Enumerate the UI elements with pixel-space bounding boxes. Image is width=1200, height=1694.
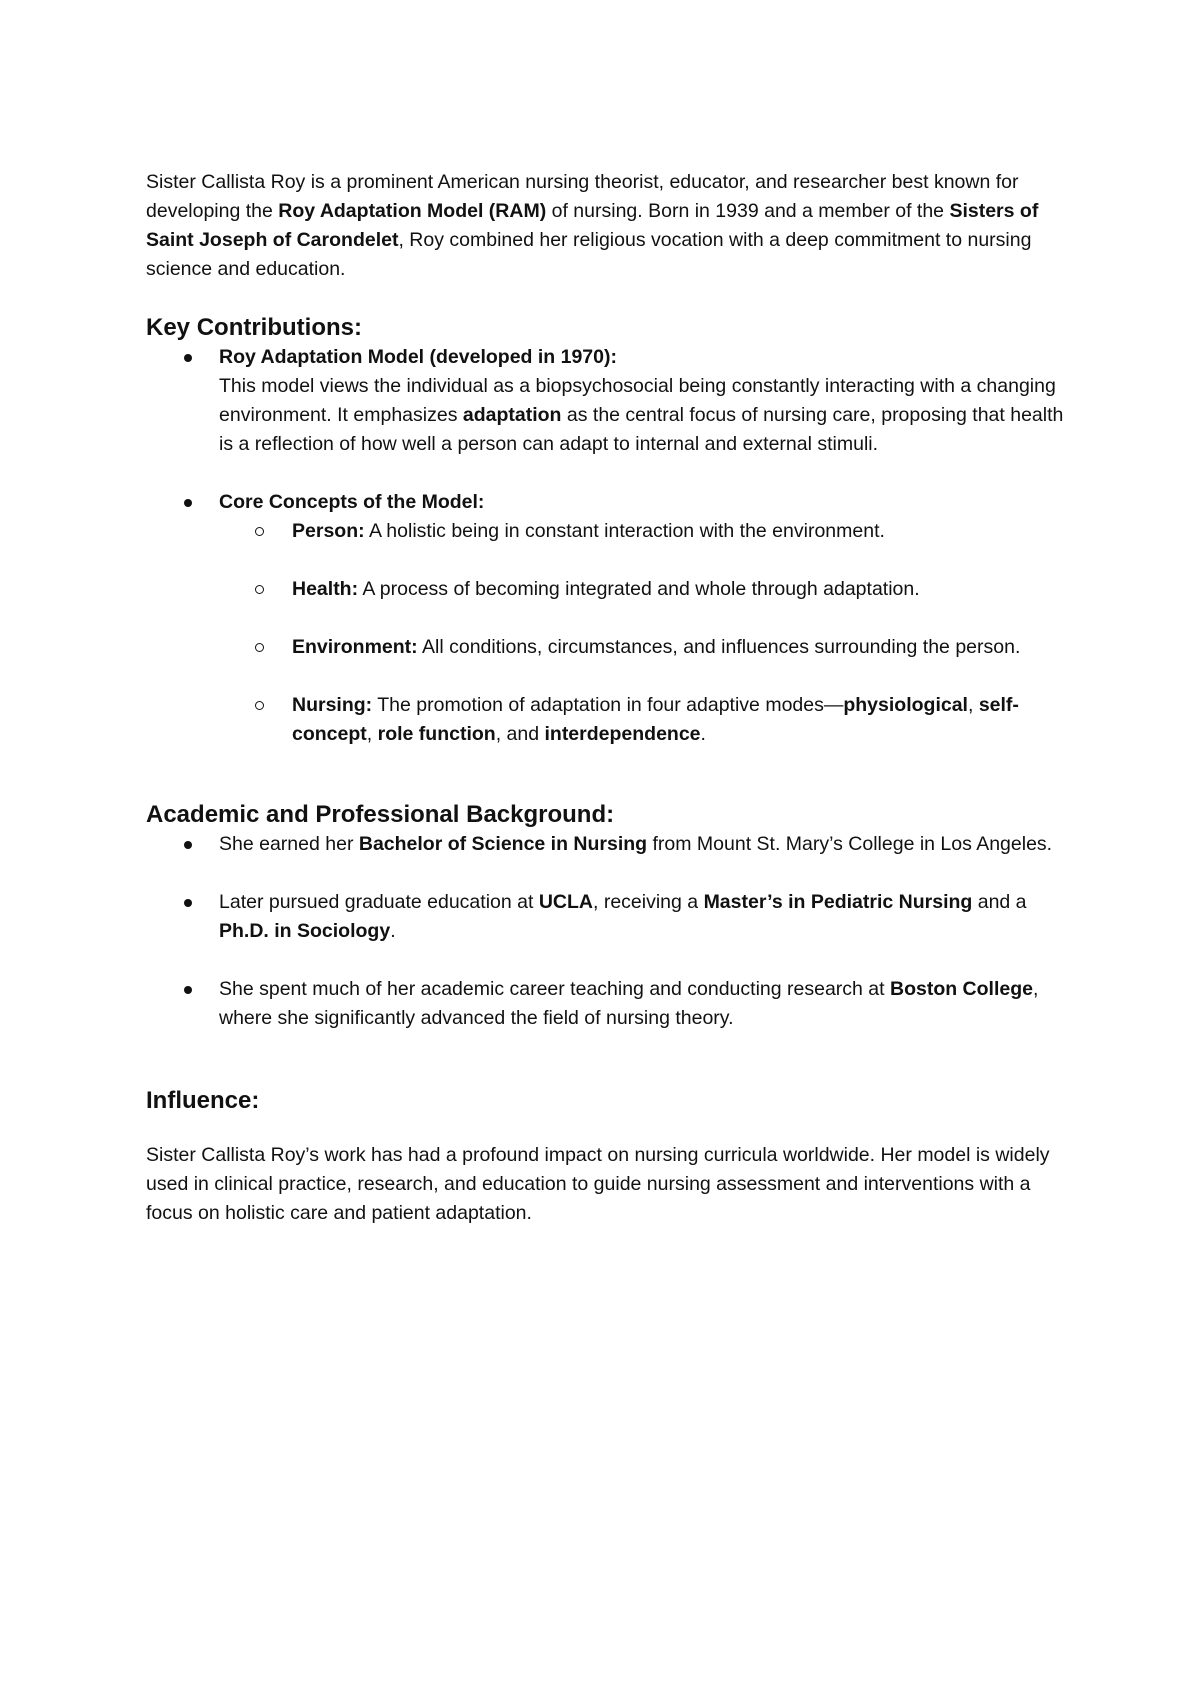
list-item-core-concepts [146,488,1076,517]
heading-key-contributions: Key Contributions: [146,314,362,341]
core-concepts-title: Core Concepts of the Model: [219,491,485,513]
academic-text: and a [972,891,1027,913]
key-contributions-list [146,343,1076,517]
mode-role-function: role function [377,723,496,745]
academic-text: She spent much of her academic career teaching and conducting research at [219,978,890,1000]
concept-label: Person: [292,520,365,542]
concept-text: A holistic being in constant interaction with the environment. [364,520,885,542]
intro-bold-sisters: Sisters of Saint Joseph of Carondelet [146,200,1039,251]
academic-item-bsn [146,830,1076,859]
academic-item-boston [146,975,1076,1033]
concept-nursing [146,691,1076,749]
core-concepts-list [146,517,1076,749]
separator: , [366,723,378,745]
intro-text: of nursing. Born in 1939 and a member of the [546,200,950,222]
academic-text: She earned her [219,833,359,855]
list-item-ram [146,343,1076,459]
mode-interdependence: interdependence [544,723,701,745]
academic-bold: Bachelor of Science in Nursing [358,833,648,855]
concept-label: Health: [292,578,359,600]
influence-paragraph: Sister Callista Roy’s work has had a profound impact on nursing curricula worldwide. Her model is widely used in clinical practice, research, and education to guide nursing assessment and interventions with a focus on holistic care and patient adaptation. [146,1144,1050,1224]
academic-text: . [390,920,396,942]
circle-bullet-icon [255,585,264,594]
ram-text: as the central focus of nursing care, proposing that health is a reflection of how well a person can adapt to internal and external stimuli. [219,404,1064,455]
bullet-icon [184,841,192,849]
separator: . [700,723,706,745]
concept-text: The promotion of adaptation in four adaptive modes— [372,694,844,716]
concept-text: A process of becoming integrated and whole through adaptation. [358,578,920,600]
mode-physiological: physiological [843,694,968,716]
intro-text: Sister Callista Roy is a prominent American nursing theorist, educator, and researcher best known for developing the [146,171,1019,222]
concept-text: All conditions, circumstances, and influences surrounding the person. [417,636,1021,658]
academic-bold: UCLA [538,891,593,913]
academic-bold: Ph.D. in Sociology [219,920,391,942]
intro-bold-ram: Roy Adaptation Model (RAM) [278,200,547,222]
mode-self-concept: self-concept [292,694,1019,745]
bullet-icon [184,354,192,362]
concept-environment [146,633,1076,662]
bullet-icon [184,986,192,994]
circle-bullet-icon [255,527,264,536]
bullet-icon [184,899,192,907]
concept-label: Environment: [292,636,418,658]
intro-paragraph [146,168,1076,284]
academic-bold: Boston College [889,978,1033,1000]
separator: , and [495,723,545,745]
academic-list [146,830,1076,1033]
heading-academic-background: Academic and Professional Background: [146,801,615,828]
intro-text: , Roy combined her religious vocation with a deep commitment to nursing science and education. [146,229,1032,280]
heading-influence: Influence: [146,1087,260,1114]
document-page [146,168,1076,1228]
bullet-icon [184,499,192,507]
academic-text: from Mount St. Mary’s College in Los Angeles. [647,833,1053,855]
ram-text: This model views the individual as a biopsychosocial being constantly interacting with a changing environment. It emphasizes [219,375,1056,426]
circle-bullet-icon [255,701,264,710]
concept-health [146,575,1076,604]
ram-title: Roy Adaptation Model (developed in 1970): [219,346,617,368]
concept-label: Nursing: [292,694,373,716]
circle-bullet-icon [255,643,264,652]
ram-bold-adaptation: adaptation [462,404,562,426]
concept-person [146,517,1076,546]
separator: , [967,694,979,716]
academic-text: Later pursued graduate education at [219,891,539,913]
academic-item-ucla [146,888,1076,946]
academic-text: , receiving a [593,891,704,913]
academic-text: , where she significantly advanced the field of nursing theory. [219,978,1039,1029]
academic-bold: Master’s in Pediatric Nursing [703,891,973,913]
